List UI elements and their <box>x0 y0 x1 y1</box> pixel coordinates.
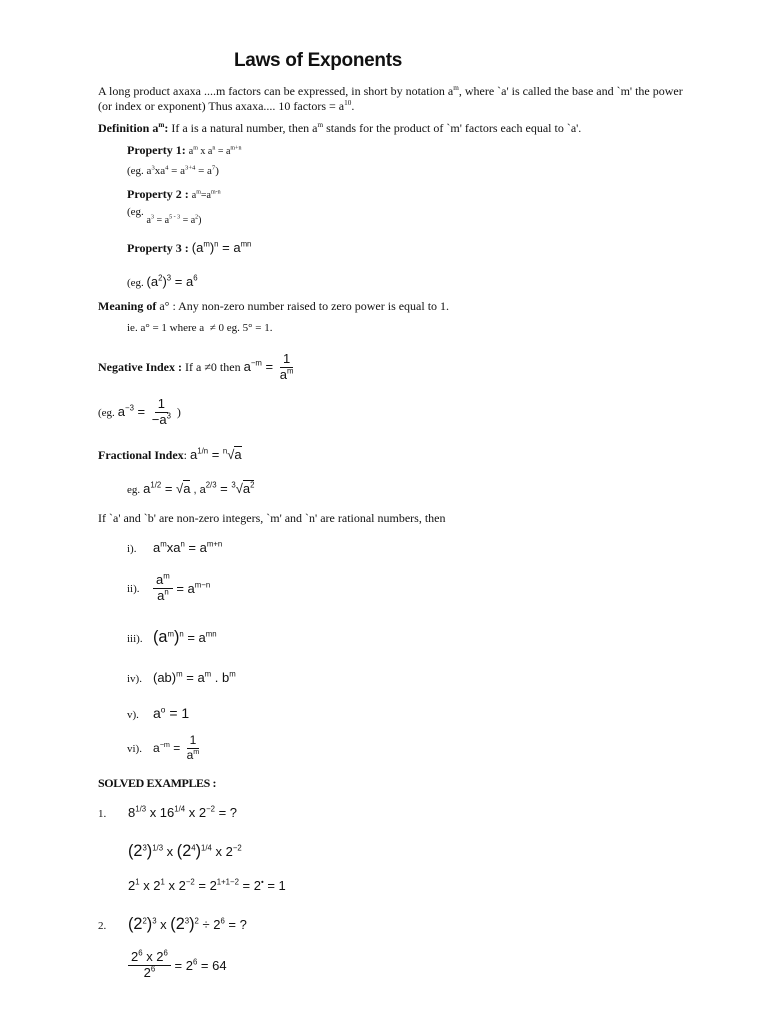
negative-index-line: Negative Index : If a ≠0 then $a^{-m}$ = $\frac{1}{a^m}$ <box>98 351 294 382</box>
definition-label: Definition a <box>98 121 159 135</box>
rules-intro: If `a' and `b' are non-zero integers, `m' and `n' are rational numbers, then <box>98 511 446 525</box>
definition-line <box>98 121 581 136</box>
meaning-label: Meaning of <box>98 299 157 313</box>
example-1-step-2: $2^1$ x $2^1$ x $2^{-2} = 2^{1+1-2} = 2^• = 1$ <box>128 877 286 893</box>
property-2-example: (eg. $a^3 = a^{5 - 3} = a^2$) <box>127 206 202 226</box>
property-1-label: Property 1: <box>127 143 186 157</box>
property-2-label: Property 2 : <box>127 187 189 201</box>
fractional-index-line: Fractional Index: $a^{1/n} = ^n√a$ <box>98 446 242 462</box>
intro-exp-m: m <box>453 84 459 92</box>
example-1-step-1: $(2^3)^{1/3}$ x $(2^4)^{1/4}$ x $2^{-2}$ <box>128 842 242 860</box>
meaning-text: a° : Any non-zero number raised to zero power is equal to 1. <box>156 299 450 313</box>
property-1-formula: $a^m$ x $a^n = a^{m+n}$ <box>188 145 242 157</box>
meaning-line <box>98 299 449 314</box>
rule-i: i). $a^mxa^n = a^{m+n}$ <box>127 539 223 555</box>
property-1-line <box>127 143 241 158</box>
example-1-question: 1. $8^{1/3}$ x $16^{1/4}$ x $2^{-2}$ = ? <box>98 804 238 820</box>
definition-text-2: stands for the product of `m' factors each equal to `a'. <box>323 121 582 135</box>
intro-exp-10: 10 <box>344 99 352 107</box>
definition-colon: : <box>164 121 169 135</box>
property-3-formula: $(a^m)^n = a^{mn}$ <box>191 239 252 255</box>
intro-text-3: . <box>351 99 355 113</box>
rule-vi: vi). $a^{-m}$ = $\frac{1}{a^m}$ <box>127 733 200 762</box>
intro-paragraph <box>98 84 688 114</box>
negative-index-example: (eg. $a^{-3}$ = $\frac{1}{-a^3}$ ) <box>98 396 181 427</box>
fractional-index-label: Fractional Index <box>98 448 184 462</box>
rule-ii: ii). $\frac{a^m}{a^n}$ = $a^{m-n}$ <box>127 571 211 603</box>
rule-iv: iv). $(ab)^m = a^m$ . $b^m$ <box>127 669 236 685</box>
meaning-example: ie. a° = 1 where a ≠ 0 eg. 5° = 1. <box>127 322 273 334</box>
property-3-line <box>127 240 251 256</box>
rule-iii: iii). $(a^m)^n = a^{mn}$ <box>127 628 217 646</box>
rule-v: v). $a^o = 1$ <box>127 704 190 721</box>
intro-text-2: , where `a' is called the base and `m' the power (or index or exponent) Thus axaxa.... 10 factors = a <box>98 84 683 113</box>
negative-index-label: Negative Index : <box>98 359 182 374</box>
definition-label-exp: m <box>158 121 165 129</box>
fractional-index-example: eg. $a^{1/2} = √a$ , $a^{2/3} = ^3√a^2$ <box>127 480 255 496</box>
property-2-formula: $a^m=a^{m-n}$ <box>191 189 221 201</box>
solved-examples-header: SOLVED EXAMPLES : <box>98 776 217 790</box>
property-3-label: Property 3 : <box>127 241 189 255</box>
example-2-question: 2. $(2^2)^3$ x $(2^3)^2 \div 2^6$ = ? <box>98 915 247 933</box>
example-2-solution: $\frac{2^6 x 2^6}{2^6}$ = $2^6 = 64$ <box>128 950 227 981</box>
definition-text-exp: m <box>317 121 324 129</box>
intro-text-1: A long product axaxa ....m factors can be expressed, in short by notation a <box>98 84 454 98</box>
property-2-line <box>127 187 221 202</box>
page-title: Laws of Exponents <box>234 50 403 71</box>
property-1-example: (eg. $a^3xa^4 = a^{3+4} = a^7$) <box>127 164 219 177</box>
definition-text-1: If a is a natural number, then a <box>168 121 318 135</box>
property-3-example: (eg. $(a^2)^3 = a^6$ <box>127 273 198 289</box>
